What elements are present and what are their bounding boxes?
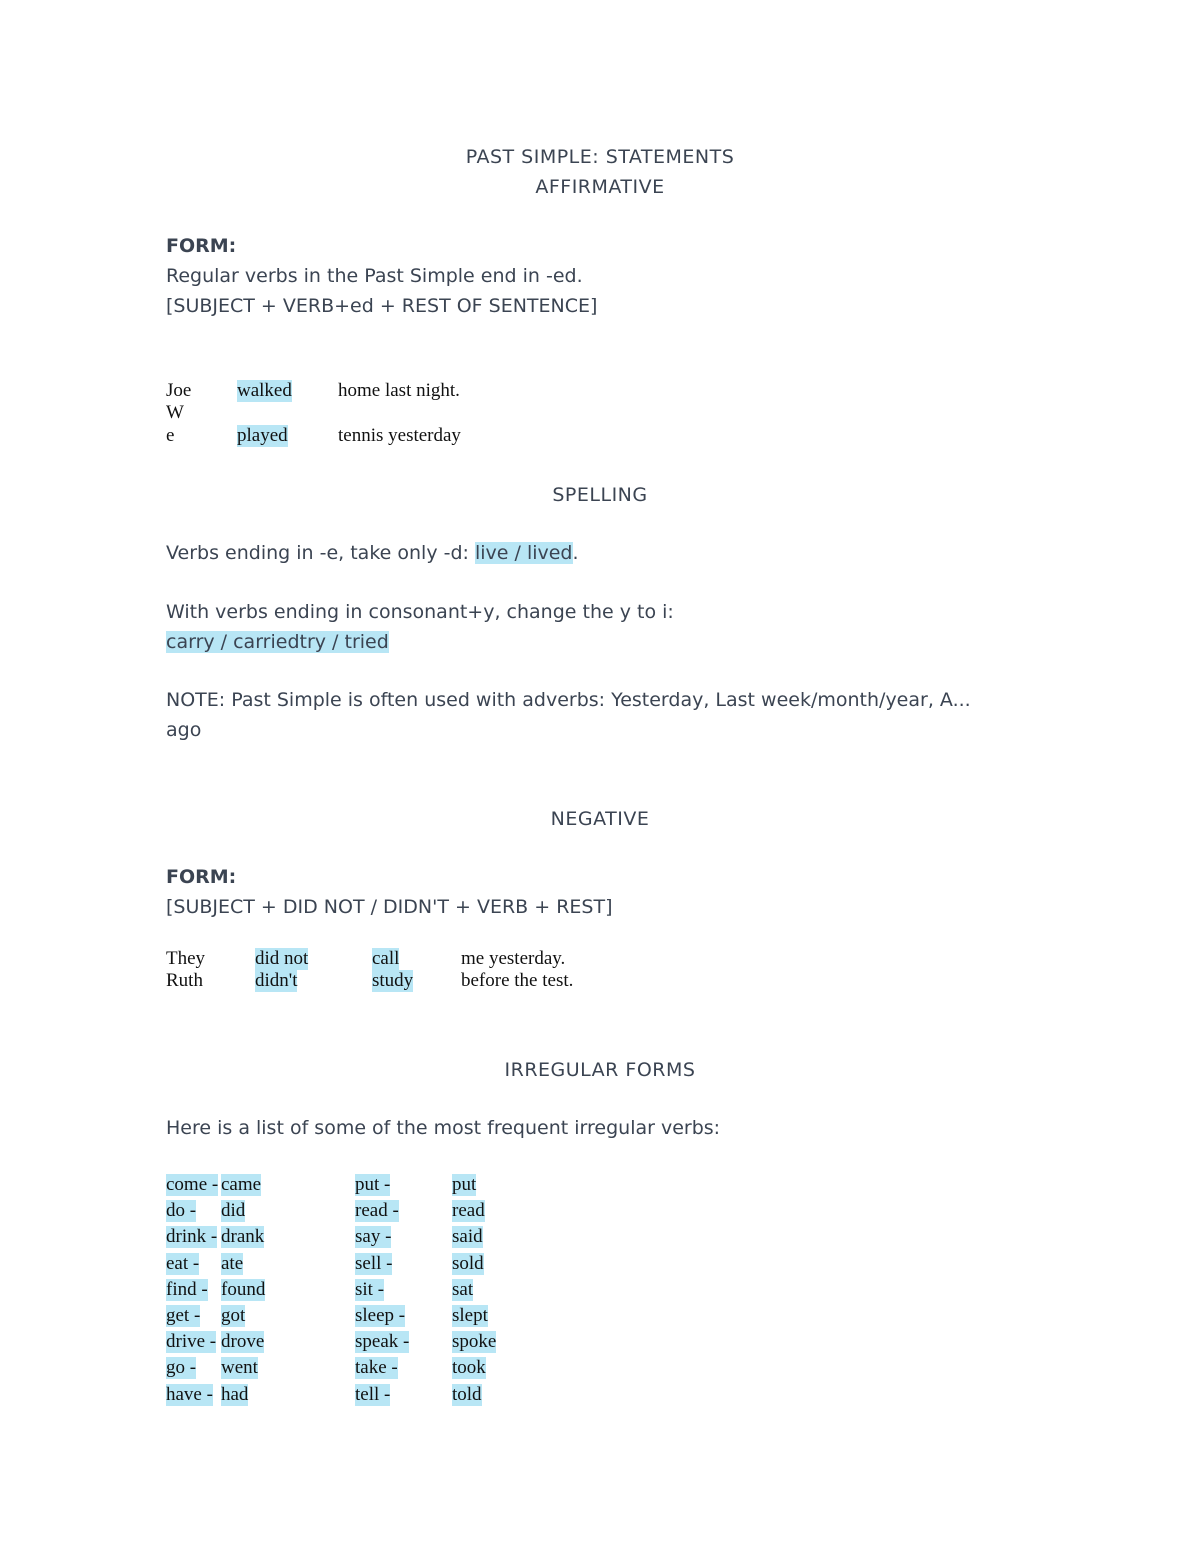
spelling-rule2: With verbs ending in consonant+y, change the y to i: xyxy=(166,601,674,623)
irregular-base-form: find - xyxy=(166,1279,208,1300)
spelling-rule2-example: carry / carriedtry / tried xyxy=(166,631,389,653)
irregular-past-form: went xyxy=(221,1357,258,1378)
example-rest: tennis yesterday xyxy=(338,425,461,446)
negative-verb: study xyxy=(372,970,414,991)
negative-subject: They xyxy=(166,948,206,969)
irregular-past-form: put xyxy=(452,1174,477,1195)
irregular-base-form: drink - xyxy=(166,1226,218,1247)
spelling-note: NOTE: Past Simple is often used with adverbs: Yesterday, Last week/month/year, A... xyxy=(166,689,971,711)
irregular-past-form: took xyxy=(452,1357,486,1378)
affirmative-heading: AFFIRMATIVE xyxy=(535,176,665,198)
irregular-intro: Here is a list of some of the most frequent irregular verbs: xyxy=(166,1117,721,1139)
example-subject: W xyxy=(166,402,184,423)
negative-heading: NEGATIVE xyxy=(550,808,650,830)
irregular-base-form: speak - xyxy=(355,1331,410,1352)
spelling-rule1-example: live / lived xyxy=(474,542,573,564)
irregular-base-form: get - xyxy=(166,1305,201,1326)
irregular-past-form: drove xyxy=(221,1331,265,1352)
irregular-past-form: came xyxy=(221,1174,262,1195)
affirmative-form-line2: [SUBJECT + VERB+ed + REST OF SENTENCE] xyxy=(166,295,598,317)
irregular-base-form: have - xyxy=(166,1384,213,1405)
negative-aux: did not xyxy=(255,948,309,969)
spelling-rule1 xyxy=(166,542,579,564)
irregular-base-form: tell - xyxy=(355,1384,391,1405)
irregular-base-form: go - xyxy=(166,1357,197,1378)
example-subject: Joe xyxy=(166,380,192,401)
irregular-past-form: had xyxy=(221,1384,249,1405)
irregular-base-form: sell - xyxy=(355,1253,393,1274)
irregular-past-form: found xyxy=(221,1279,266,1300)
negative-rest: me yesterday. xyxy=(461,948,566,969)
spelling-rule1-text: Verbs ending in -e, take only -d: xyxy=(166,542,475,564)
spelling-heading: SPELLING xyxy=(552,484,648,506)
negative-form-label: FORM: xyxy=(166,866,237,888)
irregular-base-form: take - xyxy=(355,1357,398,1378)
negative-form-line: [SUBJECT + DID NOT / DIDN'T + VERB + REST] xyxy=(166,896,613,918)
irregular-past-form: said xyxy=(452,1226,483,1247)
irregular-past-form: drank xyxy=(221,1226,265,1247)
example-subject: e xyxy=(166,425,175,446)
irregular-base-form: put - xyxy=(355,1174,391,1195)
spelling-rule1-end: . xyxy=(572,542,579,564)
spelling-note-cont: ago xyxy=(166,719,202,741)
irregular-past-form: spoke xyxy=(452,1331,497,1352)
example-rest: home last night. xyxy=(338,380,460,401)
irregular-heading: IRREGULAR FORMS xyxy=(504,1059,696,1081)
irregular-past-form: told xyxy=(452,1384,482,1405)
page-title: PAST SIMPLE: STATEMENTS xyxy=(465,146,735,168)
irregular-base-form: eat - xyxy=(166,1253,200,1274)
irregular-past-form: slept xyxy=(452,1305,488,1326)
negative-aux: didn't xyxy=(255,970,298,991)
irregular-base-form: come - xyxy=(166,1174,219,1195)
affirmative-form-label: FORM: xyxy=(166,235,237,257)
example-verb: played xyxy=(237,425,288,446)
irregular-past-form: sat xyxy=(452,1279,474,1300)
negative-rest: before the test. xyxy=(461,970,574,991)
example-verb: walked xyxy=(237,380,292,401)
irregular-past-form: sold xyxy=(452,1253,484,1274)
negative-verb: call xyxy=(372,948,400,969)
irregular-base-form: say - xyxy=(355,1226,392,1247)
irregular-past-form: did xyxy=(221,1200,246,1221)
irregular-base-form: read - xyxy=(355,1200,399,1221)
negative-subject: Ruth xyxy=(166,970,203,991)
irregular-past-form: read xyxy=(452,1200,485,1221)
irregular-past-form: ate xyxy=(221,1253,244,1274)
irregular-base-form: sleep - xyxy=(355,1305,406,1326)
irregular-base-form: sit - xyxy=(355,1279,385,1300)
irregular-past-form: got xyxy=(221,1305,246,1326)
irregular-base-form: drive - xyxy=(166,1331,217,1352)
affirmative-form-line1: Regular verbs in the Past Simple end in -ed. xyxy=(166,265,583,287)
irregular-base-form: do - xyxy=(166,1200,197,1221)
